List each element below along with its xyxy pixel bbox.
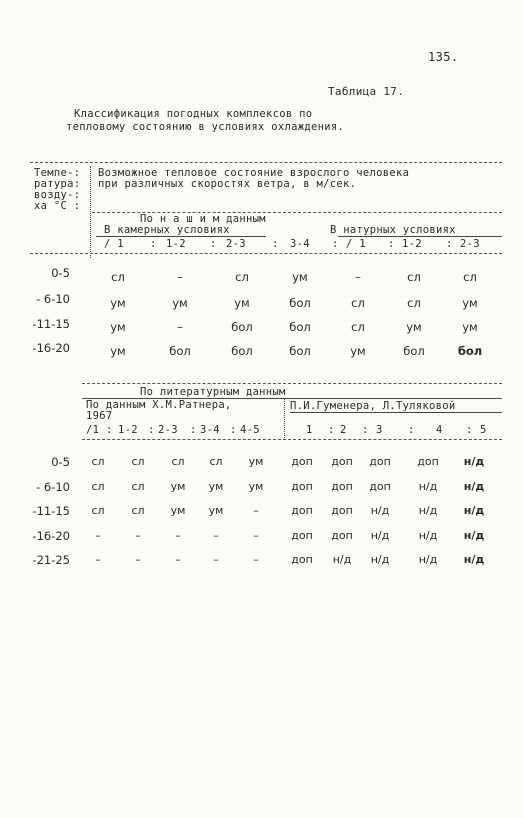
- state-cell: –: [177, 320, 183, 334]
- temp-cell: 0-5: [51, 455, 70, 469]
- state-cell: н/д: [463, 529, 485, 542]
- header2-divider: [284, 398, 285, 438]
- state-cell: ум: [350, 344, 366, 358]
- sep-colon: :: [408, 424, 415, 436]
- state-cell: ум: [110, 344, 126, 358]
- natural-label: В натурных условиях: [330, 224, 456, 236]
- speed2-header-2: 1-2: [118, 424, 138, 436]
- sep-colon: :: [446, 238, 453, 250]
- speed-header-7: 2-3: [460, 238, 480, 250]
- state-cell: ум: [406, 320, 422, 334]
- state-cell: –: [95, 553, 101, 566]
- state-cell: сл: [91, 455, 105, 468]
- state-cell: н/д: [463, 455, 485, 468]
- natural-underline: [338, 236, 502, 237]
- speed-header-6: 1-2: [402, 238, 422, 250]
- state-cell: –: [175, 529, 181, 542]
- state-cell: доп: [369, 480, 391, 493]
- state-cell: доп: [291, 455, 313, 468]
- state-cell: сл: [209, 455, 223, 468]
- speed-header-2: 1-2: [166, 238, 186, 250]
- sep-colon: :: [328, 424, 335, 436]
- sep-colon: :: [190, 424, 197, 436]
- state-cell: сл: [131, 455, 145, 468]
- state-cell: сл: [111, 270, 125, 284]
- speed-header-5: / 1: [346, 238, 366, 250]
- state-cell: сл: [351, 296, 365, 310]
- state-cell: сл: [171, 455, 185, 468]
- state-cell: –: [95, 529, 101, 542]
- state-cell: н/д: [332, 553, 352, 566]
- state-cell: –: [177, 270, 183, 284]
- state-cell: –: [213, 529, 219, 542]
- header-divider: [90, 166, 91, 258]
- state-cell: бол: [289, 320, 311, 334]
- state-cell: сл: [351, 320, 365, 334]
- state-cell: доп: [291, 480, 313, 493]
- state-cell: н/д: [370, 504, 390, 517]
- state-cell: н/д: [418, 480, 438, 493]
- state-column-header: Возможное тепловое состояние взрослого человека при различных скоростях ветра, в м/сек.: [98, 167, 410, 190]
- sep-colon: :: [362, 424, 369, 436]
- page-number: 135.: [428, 50, 459, 64]
- header2-bottom-rule: [82, 439, 502, 440]
- state-cell: сл: [91, 480, 105, 493]
- state-cell: сл: [131, 504, 145, 517]
- state-cell: бол: [231, 344, 253, 358]
- caption-line-2: тепловому состоянию в условиях охлаждения.: [66, 121, 345, 133]
- state-cell: доп: [291, 529, 313, 542]
- state-cell: н/д: [463, 553, 485, 566]
- temp-cell: -11-15: [32, 317, 70, 331]
- temp-cell: -16-20: [32, 341, 70, 355]
- state-cell: ум: [462, 296, 478, 310]
- state-cell: сл: [463, 270, 477, 284]
- speed-header-4: 3-4: [290, 238, 310, 250]
- sep-colon: :: [148, 424, 155, 436]
- state-cell: –: [253, 504, 259, 517]
- state-cell: ум: [208, 480, 224, 493]
- state-cell: ум: [110, 296, 126, 310]
- temp-cell: 0-5: [51, 266, 70, 280]
- chamber-label: В камерных условиях: [104, 224, 230, 236]
- speed2-header-5: 4-5: [240, 424, 260, 436]
- speed-header-1: / 1: [104, 238, 124, 250]
- caption-line-1: Классификация погодных комплексов по: [74, 108, 313, 120]
- state-cell: ум: [234, 296, 250, 310]
- speed2-header-1: /1: [86, 424, 100, 436]
- temp-cell: - 6-10: [36, 480, 70, 494]
- state-cell: сл: [407, 296, 421, 310]
- lit-data-label: По литературным данным: [140, 386, 286, 398]
- table-label: Таблица 17.: [328, 85, 405, 98]
- speed2-header-10: 5: [480, 424, 487, 436]
- temp-column-header: Темпе-: ратура: возду-: ха °С :: [34, 167, 81, 212]
- temp-cell: - 6-10: [36, 292, 70, 306]
- temp-cell: -21-25: [32, 553, 70, 567]
- sep-colon: :: [150, 238, 157, 250]
- state-cell: доп: [331, 504, 353, 517]
- state-cell: сл: [91, 504, 105, 517]
- gumenera-label: П.И.Гуменера, Л.Туляковой: [290, 400, 456, 412]
- state-cell: ум: [170, 480, 186, 493]
- speed2-header-4: 3-4: [200, 424, 220, 436]
- state-cell: сл: [131, 480, 145, 493]
- state-cell: ум: [248, 455, 264, 468]
- sep-colon: :: [230, 424, 237, 436]
- state-cell: доп: [417, 455, 439, 468]
- state-cell: доп: [369, 455, 391, 468]
- state-cell: –: [213, 553, 219, 566]
- header-bottom-rule: [30, 253, 502, 254]
- state-cell: –: [355, 270, 361, 284]
- temp-cell: -16-20: [32, 529, 70, 543]
- speed2-header-3: 2-3: [158, 424, 178, 436]
- sep-colon: :: [272, 238, 279, 250]
- sep-colon: :: [388, 238, 395, 250]
- sep-colon: :: [332, 238, 339, 250]
- speed2-header-7: 2: [340, 424, 347, 436]
- state-cell: –: [253, 529, 259, 542]
- temp-cell: -11-15: [32, 504, 70, 518]
- rule-lit-data: [82, 383, 502, 384]
- state-cell: доп: [291, 504, 313, 517]
- state-cell: н/д: [418, 553, 438, 566]
- state-cell: ум: [248, 480, 264, 493]
- sep-colon: :: [466, 424, 473, 436]
- chamber-underline: [96, 236, 266, 237]
- state-cell: ум: [208, 504, 224, 517]
- speed2-header-6: 1: [306, 424, 313, 436]
- state-cell: –: [135, 553, 141, 566]
- state-cell: ум: [292, 270, 308, 284]
- state-cell: бол: [403, 344, 425, 358]
- our-data-label: По н а ш и м данным: [140, 213, 266, 225]
- state-cell: н/д: [370, 529, 390, 542]
- state-cell: ум: [110, 320, 126, 334]
- speed2-header-9: 4: [436, 424, 443, 436]
- sep-colon: :: [210, 238, 217, 250]
- state-cell: бол: [289, 344, 311, 358]
- table-top-rule: [30, 162, 502, 163]
- state-cell: доп: [331, 455, 353, 468]
- state-cell: н/д: [418, 504, 438, 517]
- state-cell: сл: [407, 270, 421, 284]
- ratner-label: По данным Х.М.Ратнера, 1967: [86, 399, 232, 422]
- state-cell: бол: [457, 344, 483, 358]
- gumenera-underline: [290, 412, 502, 413]
- state-cell: –: [175, 553, 181, 566]
- state-cell: доп: [291, 553, 313, 566]
- state-cell: доп: [331, 480, 353, 493]
- state-cell: –: [135, 529, 141, 542]
- sep-colon: :: [106, 424, 113, 436]
- state-cell: н/д: [370, 553, 390, 566]
- state-cell: –: [253, 553, 259, 566]
- state-cell: ум: [462, 320, 478, 334]
- state-cell: ум: [172, 296, 188, 310]
- state-cell: бол: [231, 320, 253, 334]
- state-cell: н/д: [418, 529, 438, 542]
- state-cell: сл: [235, 270, 249, 284]
- state-cell: н/д: [463, 480, 485, 493]
- state-cell: бол: [289, 296, 311, 310]
- state-cell: ум: [170, 504, 186, 517]
- speed-header-3: 2-3: [226, 238, 246, 250]
- state-cell: доп: [331, 529, 353, 542]
- state-cell: бол: [169, 344, 191, 358]
- state-cell: н/д: [463, 504, 485, 517]
- speed2-header-8: 3: [376, 424, 383, 436]
